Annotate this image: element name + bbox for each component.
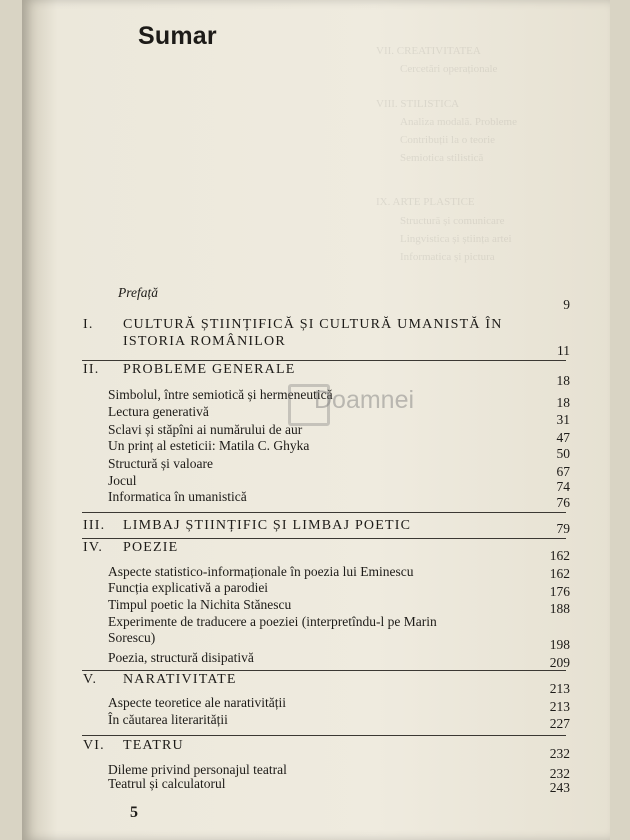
page-title: Sumar: [138, 22, 217, 50]
toc-entry: Aspecte statistico-informaționale în poezia lui Eminescu: [108, 564, 414, 579]
section-divider: [82, 512, 566, 513]
section-divider: [82, 735, 566, 736]
section-divider: [82, 538, 566, 539]
toc-entry: Teatrul și calculatorul: [108, 776, 226, 791]
toc-page: 31: [556, 412, 570, 427]
page-number: 5: [130, 804, 138, 821]
toc-page: 18: [556, 395, 570, 410]
toc-entry: Sclavi și stăpîni ai numărului de aur: [108, 422, 303, 437]
toc-page-section-2: 18: [556, 373, 570, 388]
toc-entry: Timpul poetic la Nichita Stănescu: [108, 597, 292, 612]
section-title: CULTURĂ ȘTIINȚIFICĂ ȘI CULTURĂ UMANISTĂ ÎN: [123, 317, 503, 332]
toc-page: 243: [549, 780, 570, 795]
toc-page: 209: [549, 655, 570, 670]
toc-page: 213: [549, 699, 570, 714]
section-divider: [82, 360, 566, 361]
bleed-through-line: Lingvistica și știința artei: [400, 233, 512, 245]
toc-page-section-4: 162: [549, 548, 570, 563]
toc-entry: Funcția explicativă a parodiei: [108, 580, 269, 595]
toc-section-4: [83, 540, 178, 556]
section-numeral: III.: [83, 518, 106, 533]
bleed-through-line: IX. ARTE PLASTICE: [376, 196, 475, 208]
section-title: PROBLEME GENERALE: [123, 362, 296, 377]
toc-entry: Un prinț al esteticii: Matila C. Ghyka: [108, 438, 310, 453]
section-divider: [82, 670, 566, 671]
toc-page: 232: [549, 766, 570, 781]
toc-page-section-3: 79: [556, 521, 570, 536]
toc-entry: Informatica în umanistică: [108, 489, 247, 504]
toc-page-section-5: 213: [549, 681, 570, 696]
toc-section-6: [83, 738, 184, 754]
bleed-through-line: Structură și comunicare: [400, 215, 505, 227]
toc-page: 227: [549, 716, 570, 731]
toc-entry: Structură și valoare: [108, 456, 213, 471]
toc-section-3: [83, 518, 411, 534]
toc-entry: Aspecte teoretice ale narativității: [108, 695, 287, 710]
toc-entry-continued: Sorescu): [108, 630, 156, 645]
toc-entry: Simbolul, între semiotică și hermeneutică: [108, 387, 333, 402]
section-title: NARATIVITATE: [123, 672, 237, 687]
section-numeral: V.: [83, 672, 98, 687]
toc-page-section-6: 232: [549, 746, 570, 761]
toc-page: 176: [549, 584, 570, 599]
toc-page: 198: [549, 637, 570, 652]
section-numeral: IV.: [83, 540, 104, 555]
toc-entry: Dileme privind personajul teatral: [108, 762, 287, 777]
toc-entry: Experimente de traducere a poeziei (interpretîndu-l pe Marin: [108, 614, 437, 629]
watermark-logo: [288, 378, 420, 436]
bleed-through-line: Contribuții la o teorie: [400, 134, 496, 146]
toc-entry: Lectura generativă: [108, 404, 209, 419]
toc-section-5: [83, 672, 237, 688]
toc-page: 47: [556, 430, 570, 445]
watermark-text: Doamnei: [314, 386, 415, 414]
section-title-continued: ISTORIA ROMÂNILOR: [123, 334, 286, 349]
toc-page: 67: [556, 464, 570, 479]
bleed-through-line: Cercetări operaționale: [400, 63, 498, 75]
section-numeral: VI.: [83, 738, 105, 753]
toc-section-1: [83, 317, 503, 333]
book-page: [22, 0, 610, 840]
toc-page-prefata: 9: [563, 297, 570, 312]
toc-section-2: [83, 362, 295, 378]
toc-entry: Jocul: [108, 473, 137, 488]
bleed-through-line: VIII. STILISTICA: [376, 98, 460, 110]
section-title: LIMBAJ ȘTIINȚIFIC ȘI LIMBAJ POETIC: [123, 518, 412, 533]
bleed-through-line: Semiotica stilistică: [400, 152, 484, 164]
bleed-through-line: Informatica și pictura: [400, 251, 495, 263]
toc-page-section-1: 11: [557, 343, 570, 358]
toc-entry: În căutarea literarității: [108, 712, 228, 727]
section-numeral: I.: [83, 317, 94, 332]
toc-page: 162: [549, 566, 570, 581]
section-numeral: II.: [83, 362, 100, 377]
toc-page: 76: [556, 495, 570, 510]
toc-entry-prefata: Prefață: [118, 285, 158, 300]
bleed-through-line: Analiza modală. Probleme: [400, 116, 517, 128]
toc-page: 74: [556, 479, 570, 494]
section-title: TEATRU: [123, 738, 184, 753]
toc-page: 188: [549, 601, 570, 616]
section-title: POEZIE: [123, 540, 179, 555]
toc-entry: Poezia, structură disipativă: [108, 650, 254, 665]
bleed-through-line: VII. CREATIVITATEA: [376, 45, 481, 57]
toc-page: 50: [556, 446, 570, 461]
